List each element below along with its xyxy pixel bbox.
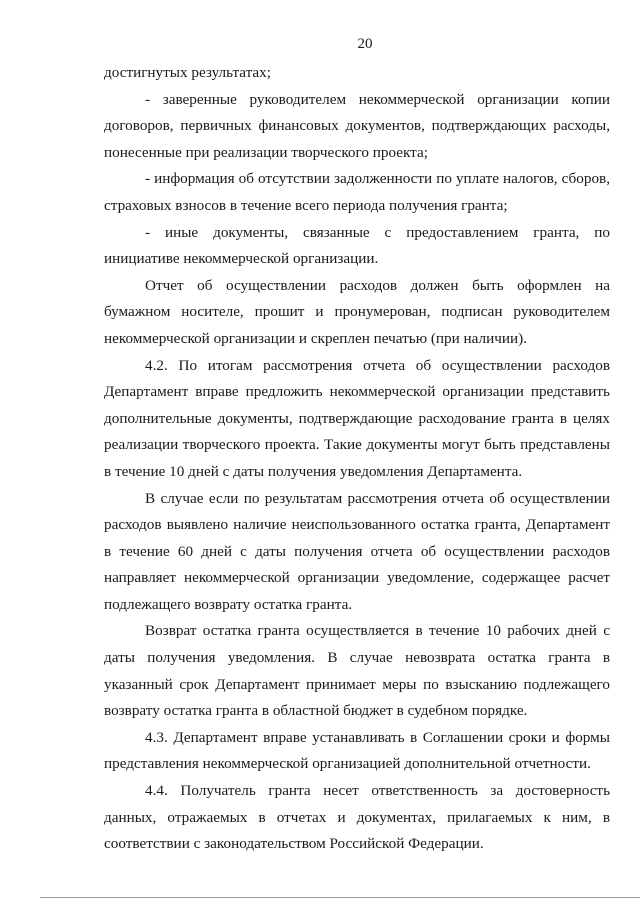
list-item-other-documents: - иные документы, связанные с предоставлением гранта, по инициативе некоммерческой организации. (104, 223, 610, 268)
document-body (104, 60, 610, 858)
paragraph-continuation: достигнутых результатах; (104, 64, 271, 81)
page-number: 20 (357, 36, 373, 52)
paragraph-section-4-4: 4.4. Получатель гранта несет ответственность за достоверность данных, отражаемых в отчетах и документах, прилагаемых к ним, в соответствии с законодательством Российской Федерации. (104, 782, 610, 853)
list-item-tax-info: - информация об отсутствии задолженности по уплате налогов, сборов, страховых взносов в течение всего периода получения гранта; (104, 170, 610, 214)
paragraph-balance-return: Возврат остатка гранта осуществляется в течение 10 рабочих дней с даты получения уведомления. В случае невозврата остатка гранта в указанный срок Департамент принимает меры по взысканию подлежащего возврату остатка гранта в областной бюджет в судебном порядке. (104, 622, 610, 720)
paragraph-section-4-3: 4.3. Департамент вправе устанавливать в Соглашении сроки и формы представления некоммерческой организацией дополнительной отчетности. (104, 728, 610, 773)
paragraph-unused-balance: В случае если по результатам рассмотрения отчета об осуществлении расходов выявлено наличие неиспользованного остатка гранта, Департамент в течение 60 дней с даты получения отчета об осуществлении расходов направляет некоммерческой организации уведомление, содержащее расчет подлежащего возврату остатка гранта. (104, 489, 610, 613)
paragraph-report-format: Отчет об осуществлении расходов должен быть оформлен на бумажном носителе, прошит и пронумерован, подписан руководителем некоммерческой организации и скреплен печатью (при наличии). (104, 276, 610, 347)
list-item-certified-copies: - заверенные руководителем некоммерческой организации копии договоров, первичных финансовых документов, подтверждающих расходы, понесенные при реализации творческого проекта; (104, 90, 610, 161)
page-bottom-divider (40, 897, 640, 898)
paragraph-section-4-2: 4.2. По итогам рассмотрения отчета об осуществлении расходов Департамент вправе предложить некоммерческой организации представить дополнительные документы, подтверждающие расходование гранта в целях реализации творческого проекта. Такие документы могут быть представлены в течение 10 дней с даты получения уведомления Департамента. (104, 356, 610, 480)
